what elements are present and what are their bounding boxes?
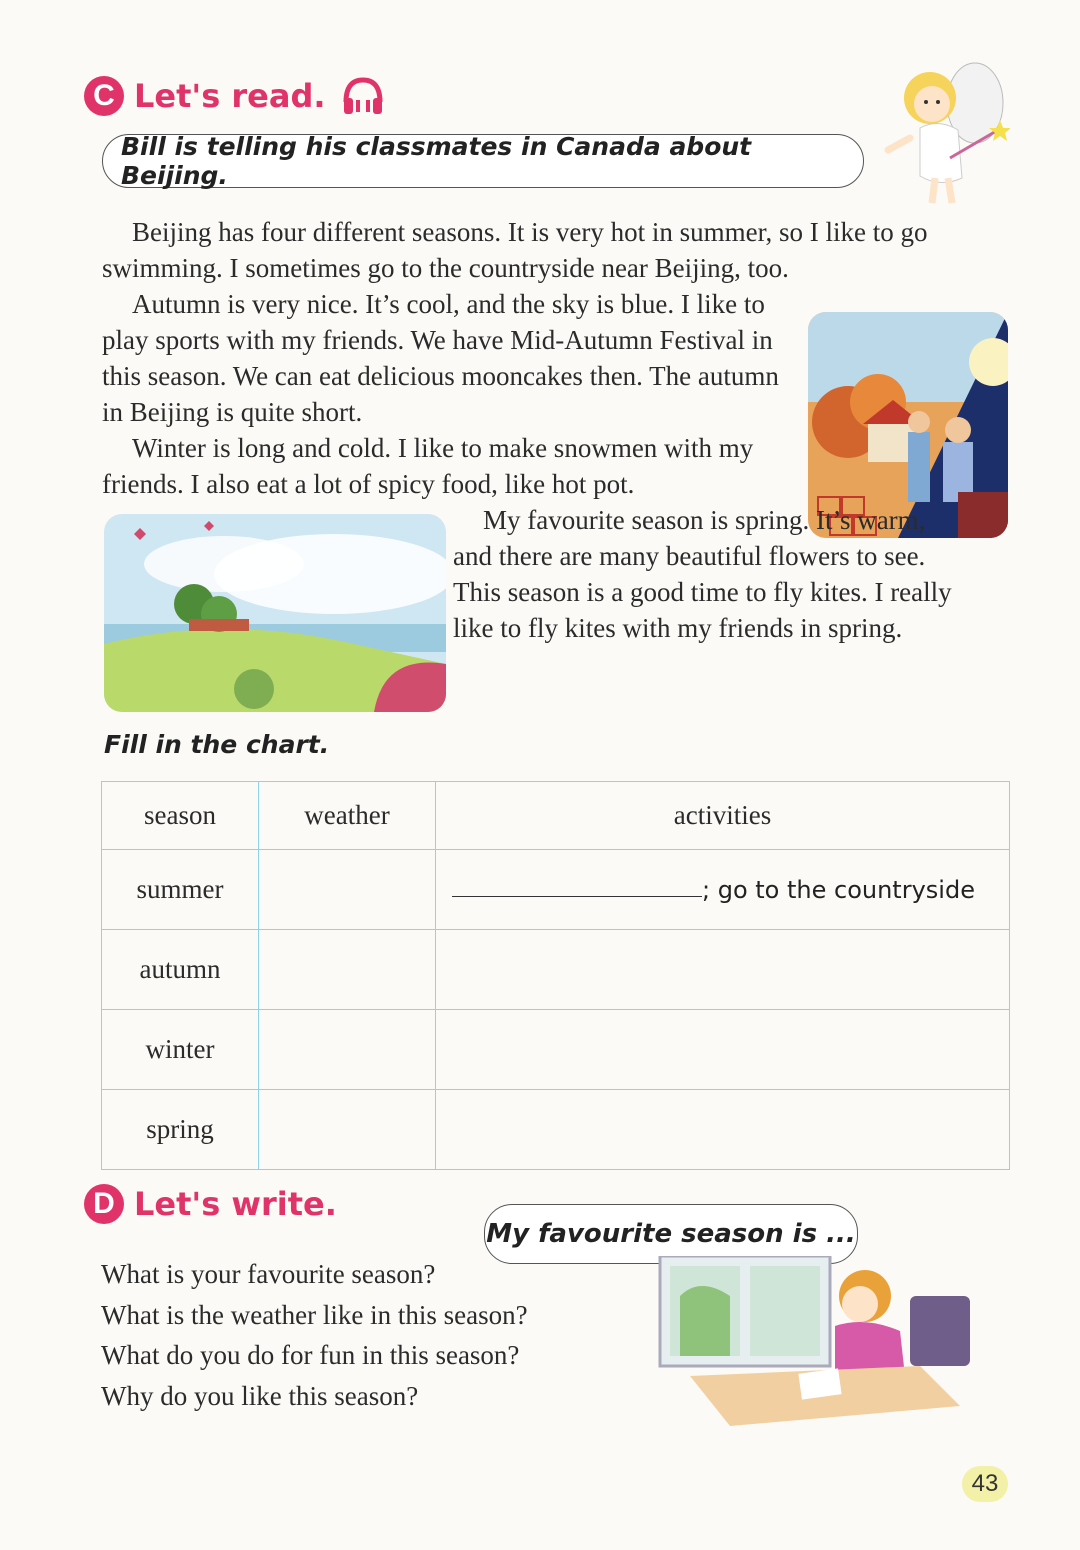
chart-instruction: Fill in the chart. bbox=[104, 730, 330, 759]
cell-weather[interactable] bbox=[259, 930, 436, 1010]
section-d-badge: D bbox=[84, 1184, 124, 1224]
question-1: What is your favourite season? bbox=[101, 1259, 436, 1289]
table-row bbox=[102, 930, 1010, 1010]
season-chart bbox=[101, 781, 1010, 1170]
reading-paragraph-2 bbox=[102, 286, 802, 430]
cell-season: summer bbox=[102, 850, 259, 930]
question-3: What do you do for fun in this season? bbox=[101, 1340, 520, 1370]
headphones-icon[interactable] bbox=[340, 74, 386, 118]
section-c-banner-text: Bill is telling his classmates in Canada about Beijing. bbox=[121, 132, 752, 190]
table-row bbox=[102, 1090, 1010, 1170]
reading-paragraph-1 bbox=[102, 214, 962, 286]
header-activities: activities bbox=[436, 782, 1010, 850]
cell-weather[interactable] bbox=[259, 1010, 436, 1090]
angel-illustration bbox=[880, 58, 1010, 208]
section-c-badge: C bbox=[84, 76, 124, 116]
cell-season: autumn bbox=[102, 930, 259, 1010]
chart-header-row bbox=[102, 782, 1010, 850]
section-d-heading bbox=[84, 1184, 337, 1224]
spring-kites-picture bbox=[104, 514, 446, 712]
table-row bbox=[102, 1010, 1010, 1090]
section-c-title: Let's read. bbox=[134, 77, 326, 115]
paragraph-spring: My favourite season is spring. It’s warm, and there are many beautiful flowers to see. This season is a good time to fly kites. I really like to fly kites with my friends in spring. bbox=[453, 505, 952, 643]
cell-activities[interactable] bbox=[436, 850, 1010, 930]
cell-activities[interactable] bbox=[436, 1090, 1010, 1170]
cell-weather[interactable] bbox=[259, 850, 436, 930]
question-4: Why do you like this season? bbox=[101, 1380, 419, 1411]
question-2: What is the weather like in this season? bbox=[101, 1299, 528, 1330]
section-c-banner bbox=[102, 134, 864, 188]
activity-text: ; go to the countryside bbox=[702, 876, 975, 904]
girl-writing-illustration bbox=[620, 1256, 1000, 1436]
writing-questions bbox=[101, 1254, 621, 1416]
section-d-banner-text: My favourite season is ... bbox=[486, 1219, 856, 1249]
reading-paragraph-3 bbox=[102, 430, 802, 502]
paragraph-summer: Beijing has four different seasons. It is very hot in summer, so I like to go swimming. I sometimes go to the countryside near Beijing, too. bbox=[102, 217, 928, 283]
table-row bbox=[102, 850, 1010, 930]
header-season: season bbox=[102, 782, 259, 850]
section-d-title: Let's write. bbox=[134, 1185, 337, 1223]
section-c-heading bbox=[84, 74, 386, 118]
paragraph-autumn: Autumn is very nice. It’s cool, and the sky is blue. I like to play sports with my friends. We have Mid-Autumn Festival in this season. We can eat delicious mooncakes then. The autumn in Beijing is quite short. bbox=[102, 289, 779, 427]
cell-season: spring bbox=[102, 1090, 259, 1170]
cell-activities[interactable] bbox=[436, 930, 1010, 1010]
cell-weather[interactable] bbox=[259, 1090, 436, 1170]
header-weather: weather bbox=[259, 782, 436, 850]
answer-blank[interactable] bbox=[452, 896, 702, 897]
cell-activities[interactable] bbox=[436, 1010, 1010, 1090]
cell-season: winter bbox=[102, 1010, 259, 1090]
page-number: 43 bbox=[962, 1466, 1008, 1502]
reading-paragraph-4 bbox=[453, 502, 953, 646]
paragraph-winter: Winter is long and cold. I like to make snowmen with my friends. I also eat a lot of spicy food, like hot pot. bbox=[102, 433, 754, 499]
